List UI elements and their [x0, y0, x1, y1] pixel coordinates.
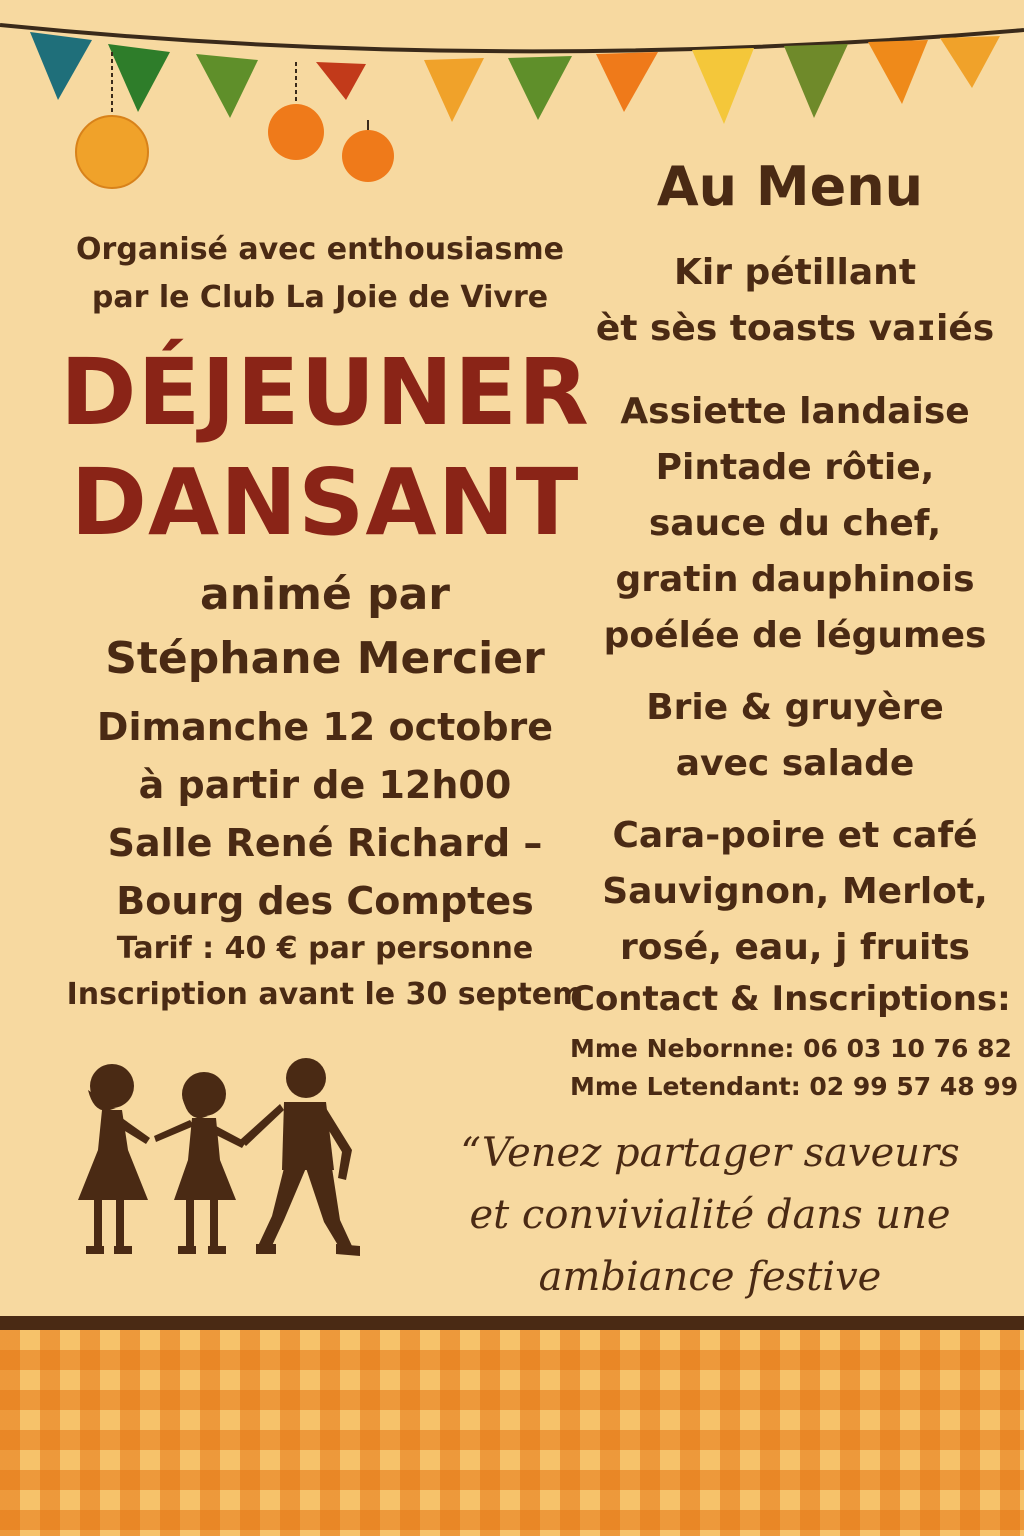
organizer-line-2: par le Club La Joie de Vivre — [91, 280, 549, 315]
registration-deadline: Inscription avant le 30 septem — [66, 977, 584, 1012]
event-price: Tarif : 40 € par personne — [116, 931, 534, 966]
contact-heading: Contact & Inscriptions: — [570, 979, 1011, 1019]
title-line-1: DÉJEUNER — [60, 339, 590, 446]
menu-item: Cara-poire et café — [612, 815, 978, 856]
quote-line-1: “Venez partager saveurs — [460, 1130, 960, 1176]
host-line-1: animé par — [200, 569, 450, 620]
menu-item: sauce du chef, — [648, 503, 942, 544]
event-town: Bourg des Comptes — [116, 879, 534, 923]
menu-item: Sauvignon, Merlot, — [602, 871, 988, 912]
menu-item: Assiette landaise — [620, 391, 970, 432]
event-time: à partir de 12h00 — [138, 763, 512, 807]
title-line-2: DANSANT — [70, 449, 580, 556]
event-venue: Salle René Richard – — [107, 821, 543, 865]
menu-item: Brie & gruyère — [646, 687, 944, 728]
host-text — [30, 563, 620, 691]
menu-cheese — [580, 680, 1010, 792]
quote-line-3: ambiance festive — [538, 1254, 882, 1300]
menu-item: avec salade — [675, 743, 915, 784]
menu-dessert — [580, 808, 1010, 976]
menu-item: Kir pétillant — [673, 252, 917, 293]
menu-item: gratin dauphinois — [615, 559, 975, 600]
menu-item: poélée de légumes — [603, 615, 987, 656]
menu-item: Pintade rôtie, — [655, 447, 935, 488]
quote-text — [430, 1122, 990, 1308]
divider-bar — [0, 1316, 1024, 1330]
quote-line-2: et convivialité dans une — [469, 1192, 951, 1238]
menu-item: rosé, eau, j fruits — [620, 927, 970, 968]
menu-main — [580, 384, 1010, 664]
menu-heading: Au Menu — [656, 155, 924, 218]
event-date: Dimanche 12 octobre — [96, 705, 554, 749]
organizer-text — [40, 226, 600, 322]
contact-phone-1: Mme Nebornne: 06 03 10 76 82 — [570, 1034, 1012, 1063]
gingham-tablecloth — [0, 1330, 1024, 1536]
event-details — [20, 698, 630, 930]
dancers-silhouette-icon — [70, 1050, 370, 1270]
price-info — [20, 926, 630, 1018]
host-line-2: Stéphane Mercier — [105, 633, 545, 684]
menu-aperitif — [580, 245, 1010, 357]
contact-phone-2: Mme Letendant: 02 99 57 48 99 — [570, 1072, 1019, 1101]
menu-item: èt sès toasts vaɪiés — [595, 308, 995, 349]
organizer-line-1: Organisé avec enthousiasme — [76, 232, 564, 267]
